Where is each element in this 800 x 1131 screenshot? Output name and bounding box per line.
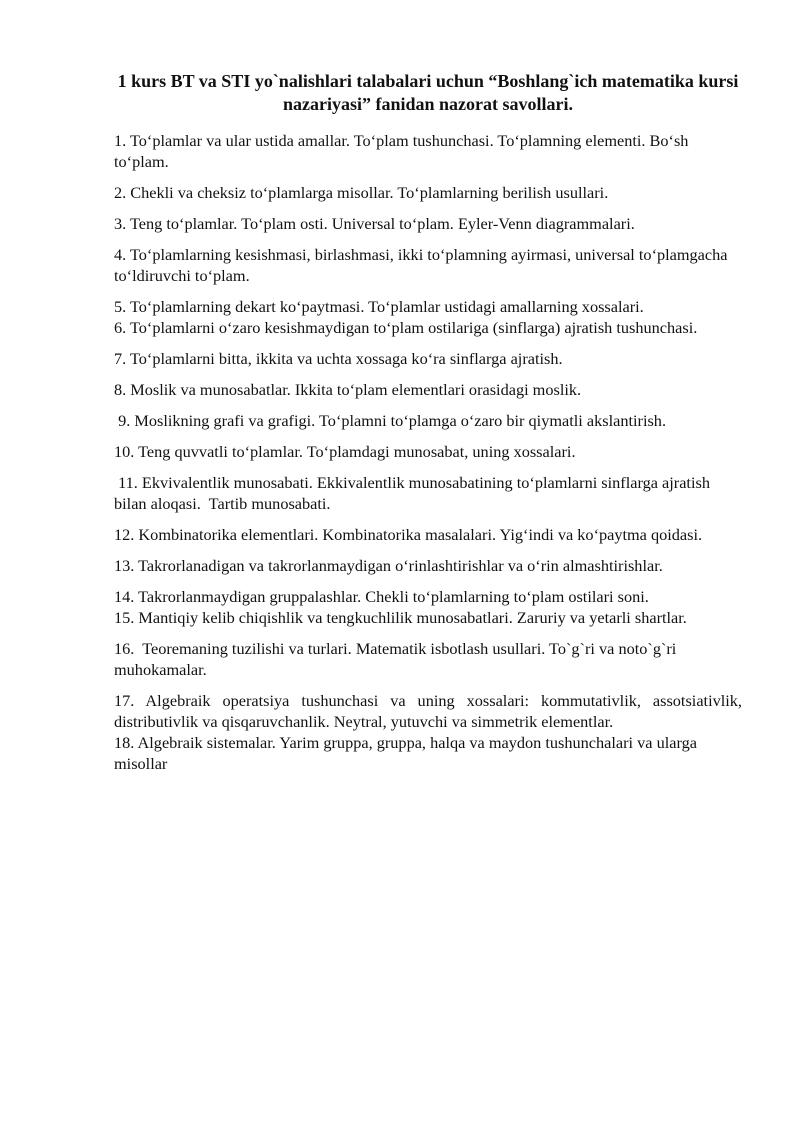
- question-item: 15. Mantiqiy kelib chiqishlik va tengkuchlilik munosabatlari. Zaruriy va yetarli shartlar.: [114, 608, 687, 627]
- question-item: 8. Moslik va munosabatlar. Ikkita to‘plam elementlari orasidagi moslik.: [114, 380, 582, 399]
- question-item: 9. Moslikning grafi va grafigi. To‘plamni to‘plamga o‘zaro bir qiymatli akslantirish.: [114, 411, 667, 430]
- question-item: 18. Algebraik sistemalar. Yarim gruppa, gruppa, halqa va maydon tushunchalari va ularga misollar: [114, 733, 697, 773]
- question-item: 10. Teng quvvatli to‘plamlar. To‘plamdagi munosabat, uning xossalari.: [114, 442, 576, 461]
- question-item: 7. To‘plamlarni bitta, ikkita va uchta xossaga ko‘ra sinflarga ajratish.: [114, 349, 563, 368]
- question-item: 16. Teoremaning tuzilishi va turlari. Matematik isbotlash usullari. To`g`ri va noto`g`ri muhokamalar.: [114, 639, 681, 679]
- question-item: 5. To‘plamlarning dekart ko‘paytmasi. To‘plamlar ustidagi amallarning xossalari.: [114, 297, 644, 316]
- question-item: 3. Teng to‘plamlar. To‘plam osti. Universal to‘plam. Eyler-Venn diagrammalari.: [114, 214, 635, 233]
- question-item: 2. Chekli va cheksiz to‘plamlarga misollar. To‘plamlarning berilish usullari.: [114, 183, 609, 202]
- question-item: 1. To‘plamlar va ular ustida amallar. To‘plam tushunchasi. To‘plamning elementi. Bo‘sh to‘plam.: [114, 131, 689, 171]
- question-item: 4. To‘plamlarning kesishmasi, birlashmasi, ikki to‘plamning ayirmasi, universal to‘plamgacha to‘ldiruvchi to‘plam.: [114, 245, 728, 285]
- question-item: 14. Takrorlanmaydigan gruppalashlar. Chekli to‘plamlarning to‘plam ostilari soni.: [114, 587, 649, 606]
- question-item: 11. Ekvivalentlik munosabati. Ekkivalentlik munosabatining to‘plamlarni sinflarga ajratish bilan aloqasi. Tartib munosabati.: [114, 473, 715, 513]
- question-item: 17. Algebraik operatsiya tushunchasi va uning xossalari: kommutativlik, assotsiativlik, distributivlik va qisqaruvchanlik. Neytral, yutuvchi va simmetrik elementlar.: [114, 691, 742, 731]
- document-page: [114, 70, 742, 784]
- question-item: 12. Kombinatorika elementlari. Kombinatorika masalalari. Yig‘indi va ko‘paytma qoidasi.: [114, 525, 703, 544]
- document-title: 1 kurs BT va STI yo`nalishlari talabalari uchun “Boshlang`ich matematika kursi nazariyasi” fanidan nazorat savollari.: [117, 71, 739, 114]
- question-item: 13. Takrorlanadigan va takrorlanmaydigan o‘rinlashtirishlar va o‘rin almashtirishlar.: [114, 556, 663, 575]
- question-item: 6. To‘plamlarni o‘zaro kesishmaydigan to‘plam ostilariga (sinflarga) ajratish tushunchasi.: [114, 318, 698, 337]
